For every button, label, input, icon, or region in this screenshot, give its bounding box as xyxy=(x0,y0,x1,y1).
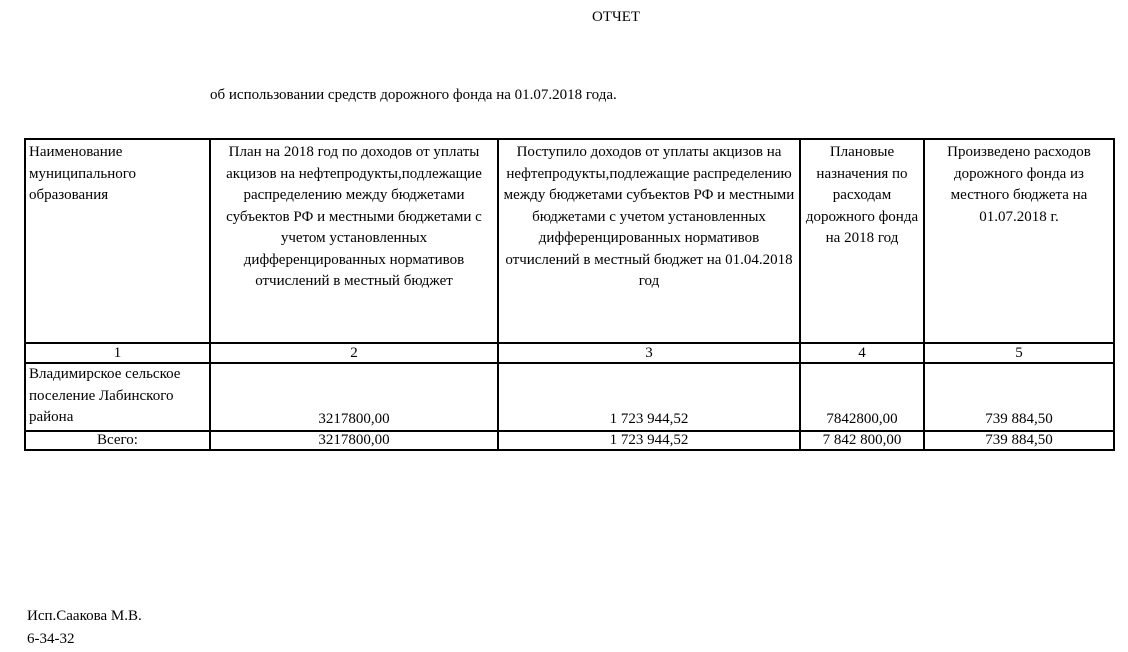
total-label: Всего: xyxy=(25,431,210,450)
header-spent: Произведено расходов дорожного фонда из местного бюджета на 01.07.2018 г. xyxy=(924,139,1114,343)
column-number: 1 xyxy=(25,343,210,363)
spent-value: 739 884,50 xyxy=(924,363,1114,431)
total-plan: 3217800,00 xyxy=(210,431,498,450)
planned-expenses-value: 7842800,00 xyxy=(800,363,924,431)
executor-name: Исп.Саакова М.В. xyxy=(27,608,142,624)
document-subtitle: об использовании средств дорожного фонда на 01.07.2018 года. xyxy=(210,87,617,103)
header-municipality: Наименование муниципального образования xyxy=(25,139,210,343)
total-received: 1 723 944,52 xyxy=(498,431,800,450)
document-title: ОТЧЕТ xyxy=(591,9,641,25)
received-value: 1 723 944,52 xyxy=(498,363,800,431)
column-number: 5 xyxy=(924,343,1114,363)
plan-value: 3217800,00 xyxy=(210,363,498,431)
header-plan: План на 2018 год по доходов от уплаты акцизов на нефтепродукты,подлежащие распределению между бюджетами субъектов РФ и местными бюджетами с учетом установленных дифференцированных нормативов отчислений в местный бюджет xyxy=(210,139,498,343)
total-spent: 739 884,50 xyxy=(924,431,1114,450)
header-planned-expenses: Плановые назначения по расходам дорожного фонда на 2018 год xyxy=(800,139,924,343)
total-row xyxy=(25,431,1114,450)
column-number: 2 xyxy=(210,343,498,363)
report-table xyxy=(24,138,1115,451)
column-number: 3 xyxy=(498,343,800,363)
table-row xyxy=(25,363,1114,431)
header-received: Поступило доходов от уплаты акцизов на нефтепродукты,подлежащие распределению между бюджетами субъектов РФ и местными бюджетами с учетом установленных дифференцированных нормативов отчислений в местный бюджет на 01.04.2018 год xyxy=(498,139,800,343)
executor-phone: 6-34-32 xyxy=(27,631,75,647)
header-row xyxy=(25,139,1114,343)
total-planned-expenses: 7 842 800,00 xyxy=(800,431,924,450)
column-number-row xyxy=(25,343,1114,363)
municipality-name: Владимирское сельское поселение Лабинского района xyxy=(25,363,210,431)
column-number: 4 xyxy=(800,343,924,363)
